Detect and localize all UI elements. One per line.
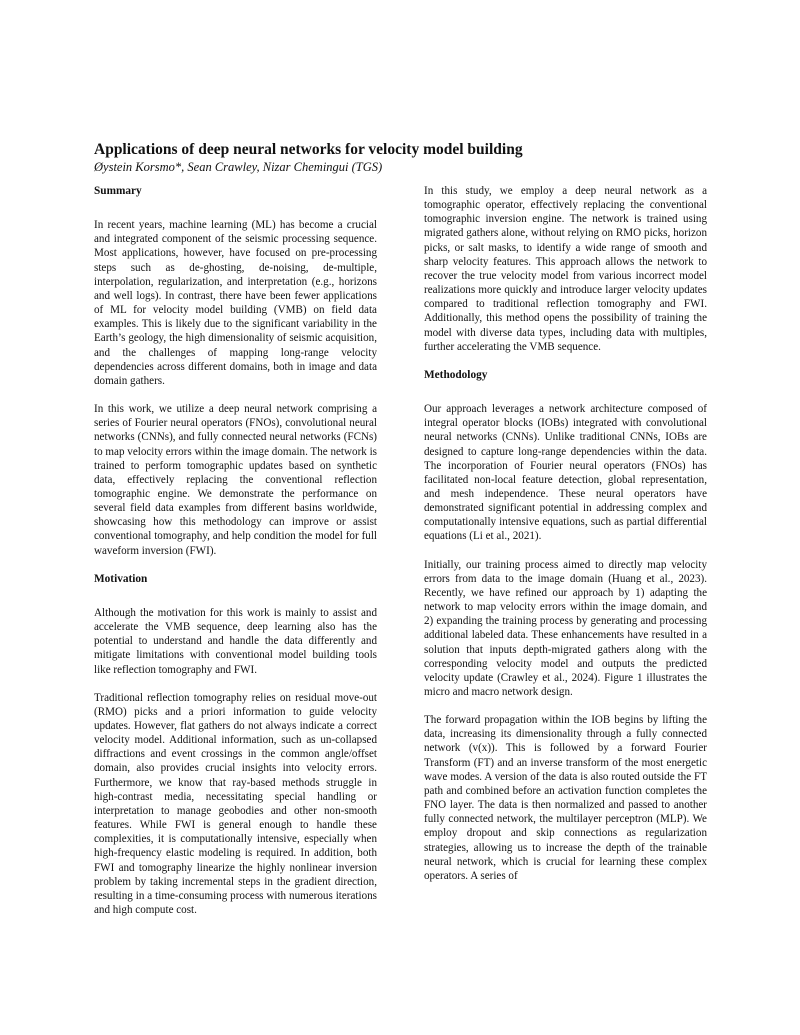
- paper-authors: Øystein Korsmo*, Sean Crawley, Nizar Chemingui (TGS): [94, 160, 383, 174]
- summary-paragraph-2: In this work, we utilize a deep neural network comprising a series of Fourier neural operators (FNOs), convolutional neural networks (CNNs), and fully connected neural networks (FCNs) to map velocity errors within the image domain. The network is trained to perform tomographic updates based on synthetic data, effectively replacing the conventional reflection tomographic engine. We demonstrate the performance on several field data examples from different basins worldwide, showcasing how this methodology can improve or assist conventional tomography, and help condition the model for full waveform inversion (FWI).: [94, 403, 377, 557]
- intro-paragraph: In this study, we employ a deep neural network as a tomographic operator, effectively replacing the conventional tomographic inversion engine. The network is trained using migrated gathers alone, without relying on RMO picks, horizon picks, or salt masks, to identify a wide range of smooth and sharp velocity features. This approach allows the network to recover the true velocity model from various incorrect model realizations more quickly and introduce larger velocity updates compared to traditional reflection tomography and FWI. Additionally, this method opens the possibility of training the model with diverse data types, including data with multiples, further accelerating the VMB sequence.: [424, 185, 707, 353]
- left-column: [94, 184, 377, 917]
- motivation-heading: Motivation: [94, 572, 148, 585]
- motivation-paragraph-2: Traditional reflection tomography relies on residual move-out (RMO) picks and a priori information to guide velocity updates. However, flat gathers do not always indicate a correct velocity model. Additional information, such as un-collapsed diffractions and event crossings in the common angle/offset domain, also provides crucial insights into velocity errors. Furthermore, we know that ray-based methods struggle in high-contrast media, necessitating special handling or interpretation to manage geobodies and other non-smooth features. While FWI is general enough to handle these complexities, it is computationally intensive, especially when high-frequency elastic modeling is required. In addition, both FWI and tomography linearize the highly nonlinear inversion problem by taking incremental steps in the gradient direction, resulting in a time-consuming process with numerous iterations and high compute cost.: [94, 691, 377, 917]
- right-column: [424, 184, 707, 883]
- paper-title: Applications of deep neural networks for velocity model building: [94, 141, 523, 158]
- summary-heading: Summary: [94, 185, 142, 197]
- motivation-paragraph-1: Although the motivation for this work is mainly to assist and accelerate the VMB sequence, deep learning also has the potential to understand and handle the data differently and mitigate limitations with conventional model building tools like reflection tomography and FWI.: [94, 606, 377, 676]
- methodology-paragraph-2: Initially, our training process aimed to directly map velocity errors from data to the image domain (Huang et al., 2023). Recently, we have refined our approach by 1) adapting the network to map velocity errors within the image domain, and 2) expanding the training process by generating and processing additional labeled data. These enhancements have resulted in a solution that inputs depth-migrated gathers along with the corresponding velocity model and outputs the predicted velocity update (Crawley et al., 2024). Figure 1 illustrates the micro and macro network design.: [424, 558, 707, 698]
- methodology-heading: Methodology: [424, 368, 488, 381]
- methodology-paragraph-3: The forward propagation within the IOB begins by lifting the data, increasing its dimensionality through a fully connected network (v(x)). This is followed by a forward Fourier Transform (FT) and an inverse transform of the most energetic wave modes. A version of the data is also routed outside the FT path and combined before an activation function completes the FNO layer. The data is then normalized and passed to another fully connected network, the multilayer perceptron (MLP). We employ dropout and skip connections as regularization strategies, allowing us to increase the depth of the trainable neural network, which is crucial for learning these complex operators. A series of: [424, 714, 707, 882]
- summary-paragraph-1: In recent years, machine learning (ML) has become a crucial and integrated component of the seismic processing sequence. Most applications, however, have focused on pre-processing steps such as de-ghosting, de-noising, de-multiple, interpolation, regularization, and interpretation (e.g., horizons and well logs). In contrast, there have been fewer applications of ML for velocity model building (VMB) on field data examples. This is likely due to the significant variability in the Earth’s geology, the high dimensionality of seismic acquisition, and the challenges of mapping long-range velocity dependencies across different domains, both in image and data domain gathers.: [94, 219, 377, 387]
- methodology-paragraph-1: Our approach leverages a network architecture composed of integral operator blocks (IOBs) integrated with convolutional neural networks (CNNs). Unlike traditional CNNs, IOBs are designed to capture long-range dependencies within the data. The incorporation of Fourier neural operators (FNOs) has facilitated non-local feature detection, global representation, and mesh independence. These neural operators have demonstrated significant potential in addressing complex and computationally intensive equations, such as partial differential equations (Li et al., 2021).: [424, 403, 707, 543]
